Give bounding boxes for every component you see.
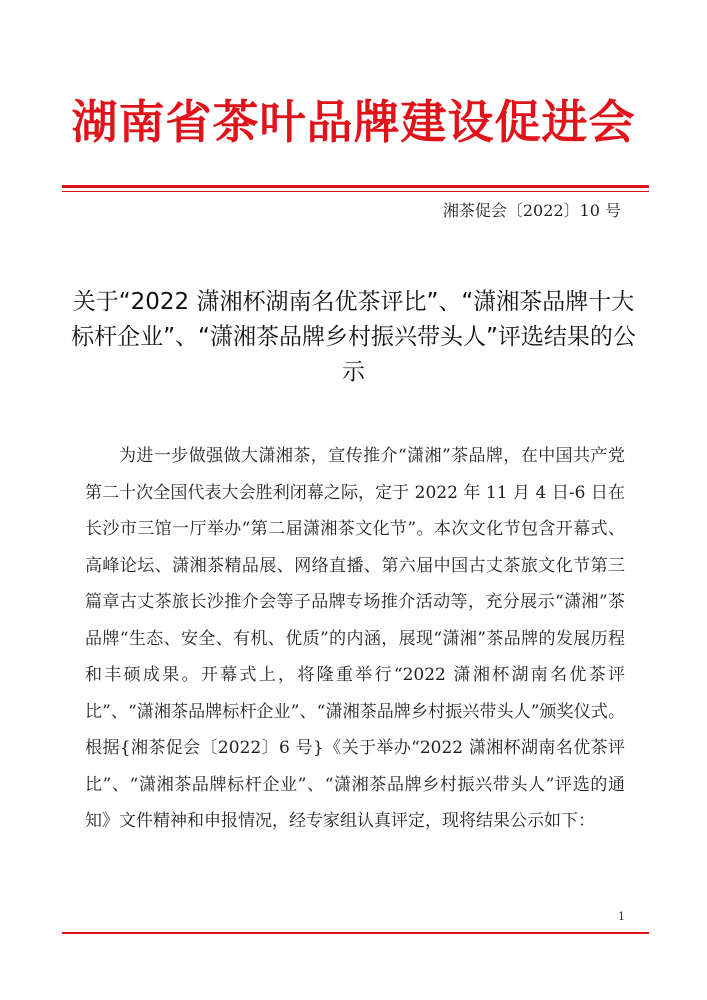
- header-rule-thin: [62, 191, 649, 192]
- header-rule-thick: [62, 185, 649, 188]
- organization-header: 湖南省茶叶品牌建设促进会: [71, 95, 636, 149]
- footer-rule: [62, 932, 649, 934]
- document-number: 湘茶促会〔2022〕10 号: [442, 201, 621, 220]
- page-number: 1: [618, 910, 625, 923]
- document-title: 关于“2022 潇湘杯湖南名优茶评比”、“潇湘茶品牌十大标杆企业”、“潇湘茶品牌乡村振兴带头人”评选结果的公示: [71, 289, 636, 385]
- body-paragraph: 为进一步做强做大潇湘茶，宣传推介“潇湘”茶品牌，在中国共产党第二十次全国代表大会胜利闭幕之际，定于 2022 年 11 月 4 日-6 日在长沙市三馆一厅举办“第二届潇湘茶文化节”。本次文化节包含开幕式、高峰论坛、潇湘茶精品展、网络直播、第六届中国古丈茶旅文化节第三篇章古丈茶旅长沙推介会等子品牌专场推介活动等，充分展示“潇湘”茶品牌“生态、安全、有机、优质”的内涵，展现“潇湘”茶品牌的发展历程和丰硕成果。开幕式上，将隆重举行“2022 潇湘杯湖南名优茶评比”、“潇湘茶品牌标杆企业”、“潇湘茶品牌乡村振兴带头人”颁奖仪式。根据{湘茶促会〔2022〕6 号}《关于举办“2022 潇湘杯湖南名优茶评比”、“潇湘茶品牌标杆企业”、“潇湘茶品牌乡村振兴带头人”评选的通知》文件精神和申报情况，经专家组认真评定，现将结果公示如下：: [85, 446, 625, 831]
